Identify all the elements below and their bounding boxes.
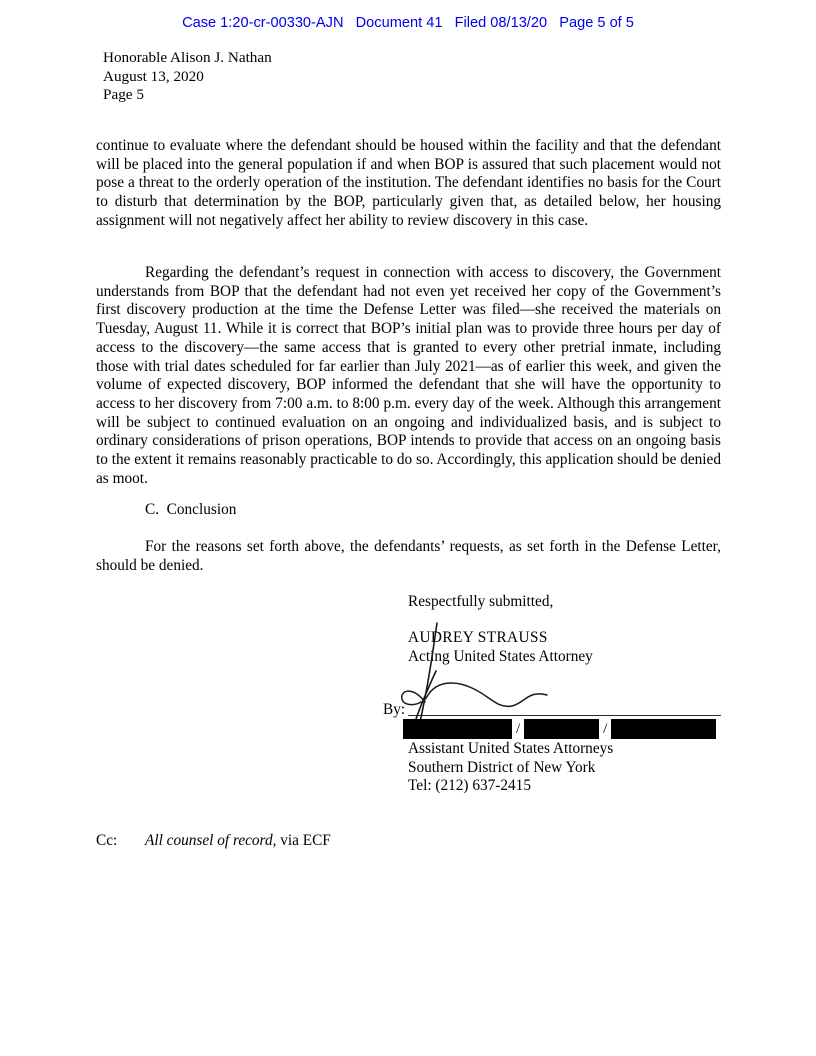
closing-line: Respectfully submitted, [408, 593, 554, 610]
signer-name: AUDREY STRAUSS [408, 629, 548, 646]
body-paragraph-1: continue to evaluate where the defendant should be housed within the facility and that the defendant will be placed into the general population if and when BOP is assured that such placement would not pose a threat to the orderly operation of the institution. The defendant identifies no basis for the Court to disturb that determination by the BOP, particularly given that, as detailed below, her housing assignment will not negatively affect her ability to review discovery in this case. [96, 137, 721, 229]
cc-via: , via ECF [272, 832, 331, 849]
attorney-office-block [408, 740, 613, 796]
body-paragraph-2: Regarding the defendant’s request in connection with access to discovery, the Government understands from BOP that the defendant had not even yet received her copy of the Government’s first discovery production at the time the Defense Letter was filed—she received the materials on Tuesday, August 11. While it is correct that BOP’s initial plan was to provide three hours per day of access to the discovery—the same access that is granted to every other pretrial inmate, including those with trial dates scheduled for far earlier than July 2021—as of earlier this week, and given the volume of expected discovery, BOP informed the defendant that she will have the opportunity to access to her discovery from 7:00 a.m. to 8:00 p.m. every day of the week. Although this arrangement will be subject to continued evaluation on an ongoing and individualized basis, and is subject to ordinary considerations of prison operations, BOP intends to provide that access on an ongoing basis to the extent it remains reasonably practicable to do so. Accordingly, this application should be denied as moot. [96, 264, 721, 487]
redaction-bar [403, 719, 512, 739]
attorney-phone: Tel: (212) 637-2415 [408, 777, 531, 795]
letter-date: August 13, 2020 [103, 67, 204, 85]
recipient-name: Honorable Alison J. Nathan [103, 49, 272, 66]
redaction-separator: / [603, 721, 608, 737]
attorney-district: Southern District of New York [408, 758, 596, 776]
cc-label: Cc: [96, 832, 118, 849]
attorney-office-title: Assistant United States Attorneys [408, 740, 614, 757]
ecf-case-stamp: Case 1:20-cr-00330-AJN Document 41 Filed 08/13/20 Page 5 of 5 [182, 15, 634, 31]
signature-line [408, 715, 721, 716]
redacted-attorney-names [403, 719, 716, 739]
cc-recipients [145, 832, 331, 850]
body-paragraph-3: For the reasons set forth above, the defendants’ requests, as set forth in the Defense Letter, should be denied. [96, 538, 721, 574]
signer-title: Acting United States Attorney [408, 648, 593, 665]
redaction-bar [611, 719, 716, 739]
conclusion-heading: C. Conclusion [145, 501, 237, 518]
redaction-separator: / [516, 721, 521, 737]
cc-line [96, 832, 331, 850]
recipient-block [103, 49, 272, 105]
redaction-bar [524, 719, 599, 739]
page-number: Page 5 [103, 86, 144, 104]
cc-recipients-italic: All counsel of record [145, 832, 273, 849]
by-label: By: [383, 701, 406, 718]
